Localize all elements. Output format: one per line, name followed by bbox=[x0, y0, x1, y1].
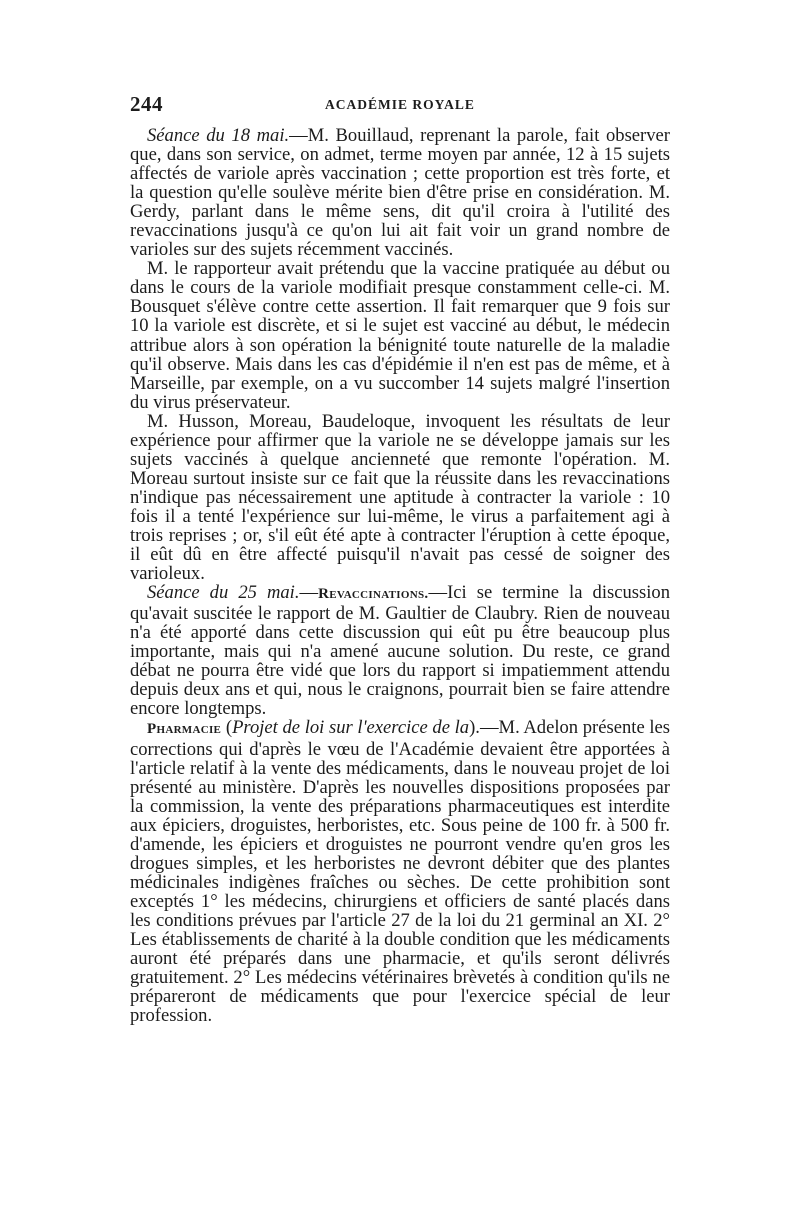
body-text bbox=[130, 126, 670, 1025]
paren-close: ). bbox=[469, 717, 480, 739]
paragraph-text: M. Husson, Moreau, Baudeloque, invoquent les résultats de leur expérience pour affirmer que la variole ne se développe jamais sur les sujets vaccinés à quelque ancienneté que remonte l'opération. M. Moreau surtout insiste sur ce fait que la réussite dans les revaccinations n'indique pas nécessairement une aptitude à contracter la variole : 10 fois il a tenté l'expérience sur lui-même, le virus a parfaitement agi à trois reprises ; or, s'il eût été apte à contracter l'éruption à cette époque, il eût dû en être affecté puisqu'il n'avait pas cessé de soigner des varioleux. bbox=[130, 410, 670, 585]
paragraph-seance-25-mai bbox=[130, 583, 670, 718]
section-heading-pharmacie: Pharmacie bbox=[147, 721, 222, 738]
book-page bbox=[130, 92, 670, 1025]
paragraph-seance-18-mai bbox=[130, 126, 670, 259]
paragraph-text: —M. Bouillaud, reprenant la parole, fait observer que, dans son service, on admet, terme moyen par année, 12 à 15 sujets affectés de variole après vaccination ; cette proportion est très forte, et la question qu'elle soulève mérite bien d'être prise en considération. M. Gerdy, parlant dans le même sens, dit qu'il croira à l'utilité des revaccinations jusqu'à ce qu'on lui ait fait voir un grand nombre de varioles sur des sujets récemment vaccinés. bbox=[130, 125, 670, 261]
paragraph-text: —Ici se termine la discussion qu'avait suscitée le rapport de M. Gaultier de Claubry. Rien de nouveau n'a été apporté dans cette discussion qui eût pu être beaucoup plus importante, mais qui n'a amené aucune solution. Du reste, ce grand débat ne pourra être vidé que lors du rapport si impatiemment attendu depuis deux ans et qui, nous le craignons, pourrait bien se faire attendre encore longtemps. bbox=[130, 582, 670, 720]
paren-open: ( bbox=[221, 717, 233, 739]
paragraph-text: —M. Adelon présente les corrections qui d'après le vœu de l'Académie devaient être apportées à l'article relatif à la vente des médicaments, dans le nouveau projet de loi présenté au ministère. D'après les nouvelles dispositions proposées par la commission, la vente des préparations pharmaceutiques est interdite aux épiciers, droguistes, herboristes, etc. Sous peine de 100 fr. à 500 fr. d'amende, les épiciers et droguistes ne pourront vendre qu'en gros les drogues simples, et les herboristes ne devront débiter que des plantes médicinales indigènes fraîches ou sèches. De cette prohibition sont exceptés 1° les médecins, chirurgiens et officiers de santé placés dans les conditions prévues par l'article 27 de la loi du 21 germinal an XI. 2° Les établissements de charité à la double condition que les médicaments auront été préparés dans une pharmacie, et qu'ils seront délivrés gratuitement. 2° Les médecins vétérinaires brèvetés à condition qu'ils ne prépareront de médicaments que pour l'exercice spécial de leur profession. bbox=[130, 717, 670, 1027]
page-number: 244 bbox=[130, 92, 163, 116]
paragraph-husson bbox=[130, 412, 670, 583]
section-subtitle: Projet de loi sur l'exercice de la bbox=[232, 717, 470, 739]
running-title: ACADÉMIE ROYALE bbox=[325, 97, 475, 112]
paragraph-text: M. le rapporteur avait prétendu que la vaccine pratiquée au début ou dans le cours de la variole modifiait presque constamment celle-ci. M. Bousquet s'élève contre cette assertion. Il fait remarquer que 9 fois sur 10 la variole est discrète, et si le sujet est vacciné au début, le médecin attribue alors à son opération la bénignité toute naturelle de la maladie qu'il observe. Mais dans les cas d'épidémie il n'en est pas de même, et à Marseille, par exemple, on a vu succomber 14 sujets malgré l'insertion du virus préservateur. bbox=[130, 258, 670, 413]
paragraph-pharmacie bbox=[130, 718, 670, 1025]
session-heading: Séance du 25 mai. bbox=[147, 582, 300, 604]
dash: — bbox=[299, 582, 319, 604]
paragraph-rapporteur bbox=[130, 259, 670, 411]
running-head bbox=[130, 92, 670, 118]
section-heading-revaccinations: Revaccinations. bbox=[318, 586, 429, 603]
session-heading: Séance du 18 mai. bbox=[147, 125, 290, 146]
